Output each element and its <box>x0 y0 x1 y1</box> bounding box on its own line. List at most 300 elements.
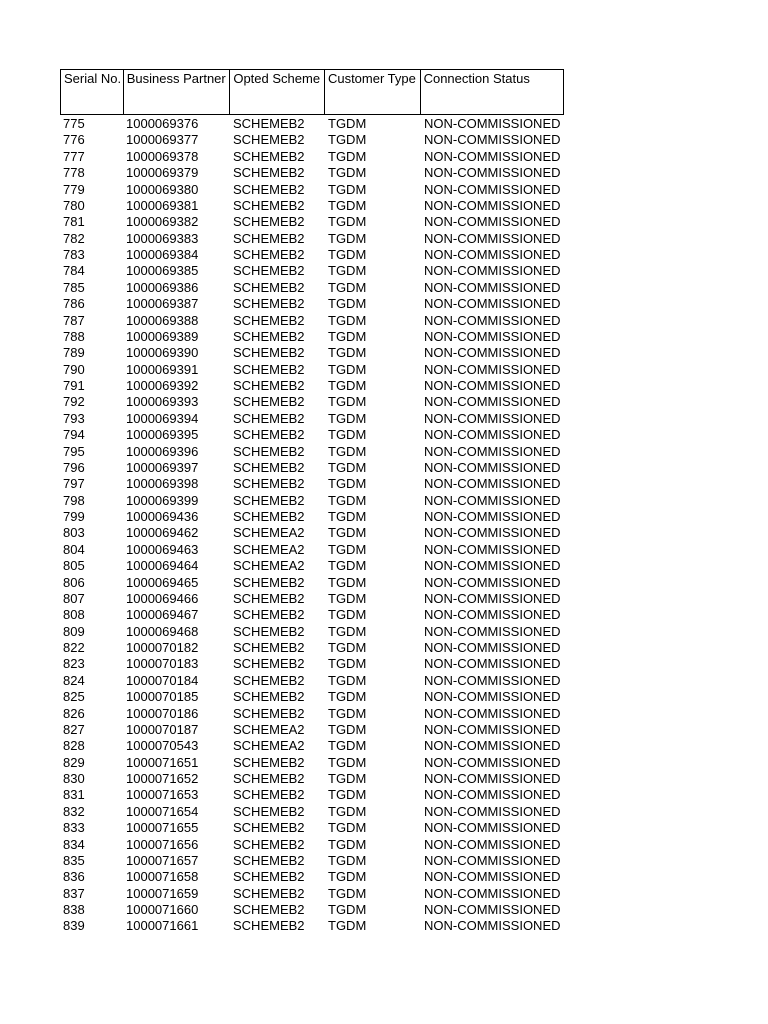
table-row <box>60 656 564 672</box>
table-row <box>60 182 564 198</box>
business-partner-cell: 1000070187 <box>126 721 199 737</box>
connection-status-cell: NON-COMMISSIONED <box>424 836 561 852</box>
opted-scheme-cell: SCHEMEB2 <box>233 509 305 524</box>
opted-scheme-cell: SCHEMEB2 <box>233 852 305 868</box>
table-row <box>60 313 564 329</box>
table-row <box>60 820 564 836</box>
opted-scheme-cell: SCHEMEB2 <box>233 165 305 181</box>
business-partner-cell: 1000069399 <box>126 492 199 508</box>
table-row <box>60 755 564 771</box>
serial-no-cell: 833 <box>63 820 85 836</box>
customer-type-cell: TGDM <box>328 574 367 590</box>
business-partner-cell: 1000069390 <box>126 345 199 361</box>
connection-status-cell: NON-COMMISSIONED <box>424 803 561 819</box>
table-row <box>60 493 564 509</box>
customer-type-cell: TGDM <box>328 672 367 688</box>
customer-type-cell: TGDM <box>328 640 367 655</box>
serial-no-cell: 782 <box>63 230 85 246</box>
serial-no-cell: 796 <box>63 459 85 475</box>
connection-status-cell: NON-COMMISSIONED <box>424 443 561 459</box>
table-header <box>60 69 564 115</box>
table-row <box>60 132 564 148</box>
customer-type-cell: TGDM <box>328 869 367 885</box>
business-partner-cell: 1000069462 <box>126 525 199 541</box>
opted-scheme-cell: SCHEMEB2 <box>233 476 305 492</box>
customer-type-cell: TGDM <box>328 328 367 344</box>
business-partner-cell: 1000069387 <box>126 296 199 312</box>
connection-status-cell: NON-COMMISSIONED <box>424 590 561 606</box>
business-partner-cell: 1000069384 <box>126 247 199 262</box>
serial-no-cell: 777 <box>63 148 85 164</box>
customer-type-cell: TGDM <box>328 181 367 197</box>
opted-scheme-cell: SCHEMEB2 <box>233 197 305 213</box>
business-partner-cell: 1000071654 <box>126 803 199 819</box>
table-row <box>60 411 564 427</box>
connection-status-cell: NON-COMMISSIONED <box>424 623 561 639</box>
business-partner-cell: 1000069396 <box>126 443 199 459</box>
opted-scheme-cell: SCHEMEB2 <box>233 803 305 819</box>
opted-scheme-cell: SCHEMEB2 <box>233 296 305 312</box>
customer-type-cell: TGDM <box>328 312 367 328</box>
customer-type-cell: TGDM <box>328 459 367 475</box>
opted-scheme-cell: SCHEMEB2 <box>233 394 305 410</box>
opted-scheme-cell: SCHEMEB2 <box>233 590 305 606</box>
connection-status-cell: NON-COMMISSIONED <box>424 165 561 181</box>
serial-no-cell: 789 <box>63 345 85 361</box>
table-row <box>60 591 564 607</box>
customer-type-cell: TGDM <box>328 394 367 410</box>
table-row <box>60 837 564 853</box>
customer-type-cell: TGDM <box>328 148 367 164</box>
serial-no-cell: 838 <box>63 902 85 917</box>
opted-scheme-cell: SCHEMEB2 <box>233 263 305 279</box>
table-row <box>60 263 564 279</box>
connection-status-cell: NON-COMMISSIONED <box>424 132 561 148</box>
connection-status-cell: NON-COMMISSIONED <box>424 771 561 786</box>
connection-status-cell: NON-COMMISSIONED <box>424 656 561 672</box>
serial-no-cell: 827 <box>63 721 85 737</box>
opted-scheme-cell: SCHEMEB2 <box>233 754 305 770</box>
table-row <box>60 165 564 181</box>
business-partner-cell: 1000070184 <box>126 672 199 688</box>
serial-no-cell: 809 <box>63 623 85 639</box>
table-row <box>60 427 564 443</box>
serial-no-cell: 787 <box>63 312 85 328</box>
business-partner-cell: 1000069393 <box>126 394 199 410</box>
connection-status-cell: NON-COMMISSIONED <box>424 787 561 803</box>
table-row <box>60 444 564 460</box>
connection-status-cell: NON-COMMISSIONED <box>424 197 561 213</box>
business-partner-cell: 1000069468 <box>126 623 199 639</box>
customer-type-cell: TGDM <box>328 247 367 262</box>
table-row <box>60 345 564 361</box>
customer-type-cell: TGDM <box>328 771 367 786</box>
connection-status-cell: NON-COMMISSIONED <box>424 296 561 312</box>
serial-no-cell: 780 <box>63 197 85 213</box>
serial-no-cell: 823 <box>63 656 85 672</box>
connection-status-cell: NON-COMMISSIONED <box>424 116 561 131</box>
business-partner-cell: 1000069392 <box>126 378 199 393</box>
table-row <box>60 296 564 312</box>
customer-type-cell: TGDM <box>328 165 367 181</box>
connection-status-cell: NON-COMMISSIONED <box>424 181 561 197</box>
customer-type-cell: TGDM <box>328 721 367 737</box>
table-row <box>60 673 564 689</box>
customer-type-cell: TGDM <box>328 132 367 148</box>
opted-scheme-cell: SCHEMEB2 <box>233 116 305 131</box>
serial-no-cell: 831 <box>63 787 85 803</box>
connection-status-cell: NON-COMMISSIONED <box>424 476 561 492</box>
connection-status-cell: NON-COMMISSIONED <box>424 148 561 164</box>
business-partner-cell: 1000070182 <box>126 640 199 655</box>
serial-no-cell: 822 <box>63 640 85 655</box>
serial-no-cell: 797 <box>63 476 85 492</box>
serial-no-cell: 803 <box>63 525 85 541</box>
opted-scheme-cell: SCHEMEB2 <box>233 279 305 295</box>
opted-scheme-cell: SCHEMEB2 <box>233 492 305 508</box>
opted-scheme-cell: SCHEMEB2 <box>233 410 305 426</box>
table-row <box>60 738 564 754</box>
customer-type-cell: TGDM <box>328 836 367 852</box>
serial-no-cell: 781 <box>63 214 85 230</box>
serial-no-cell: 778 <box>63 165 85 181</box>
connection-status-cell: NON-COMMISSIONED <box>424 427 561 443</box>
customer-type-cell: TGDM <box>328 590 367 606</box>
table-row <box>60 902 564 918</box>
business-partner-cell: 1000069397 <box>126 459 199 475</box>
connection-status-cell: NON-COMMISSIONED <box>424 345 561 361</box>
header-connection-status: Connection Status <box>423 71 530 86</box>
serial-no-cell: 784 <box>63 263 85 279</box>
table-row <box>60 329 564 345</box>
connection-status-cell: NON-COMMISSIONED <box>424 263 561 279</box>
opted-scheme-cell: SCHEMEB2 <box>233 427 305 443</box>
opted-scheme-cell: SCHEMEB2 <box>233 705 305 721</box>
business-partner-cell: 1000069378 <box>126 148 199 164</box>
table-body <box>60 116 564 935</box>
serial-no-cell: 806 <box>63 574 85 590</box>
opted-scheme-cell: SCHEMEB2 <box>233 672 305 688</box>
serial-no-cell: 834 <box>63 836 85 852</box>
table-row <box>60 247 564 263</box>
business-partner-cell: 1000069388 <box>126 312 199 328</box>
table-row <box>60 509 564 525</box>
business-partner-cell: 1000070186 <box>126 705 199 721</box>
business-partner-cell: 1000071661 <box>126 918 199 934</box>
customer-type-cell: TGDM <box>328 427 367 443</box>
connection-status-cell: NON-COMMISSIONED <box>424 754 561 770</box>
serial-no-cell: 830 <box>63 771 85 786</box>
opted-scheme-cell: SCHEMEB2 <box>233 771 305 786</box>
serial-no-cell: 825 <box>63 689 85 705</box>
serial-no-cell: 793 <box>63 410 85 426</box>
opted-scheme-cell: SCHEMEB2 <box>233 836 305 852</box>
connection-status-cell: NON-COMMISSIONED <box>424 459 561 475</box>
opted-scheme-cell: SCHEMEB2 <box>233 247 305 262</box>
opted-scheme-cell: SCHEMEB2 <box>233 181 305 197</box>
serial-no-cell: 783 <box>63 247 85 262</box>
serial-no-cell: 826 <box>63 705 85 721</box>
opted-scheme-cell: SCHEMEB2 <box>233 656 305 672</box>
serial-no-cell: 792 <box>63 394 85 410</box>
business-partner-cell: 1000069463 <box>126 541 199 557</box>
business-partner-cell: 1000069380 <box>126 181 199 197</box>
connection-status-cell: NON-COMMISSIONED <box>424 541 561 557</box>
serial-no-cell: 798 <box>63 492 85 508</box>
customer-type-cell: TGDM <box>328 558 367 574</box>
customer-type-cell: TGDM <box>328 509 367 524</box>
customer-type-cell: TGDM <box>328 787 367 803</box>
opted-scheme-cell: SCHEMEB2 <box>233 574 305 590</box>
table-row <box>60 853 564 869</box>
connection-status-cell: NON-COMMISSIONED <box>424 738 561 754</box>
customer-type-cell: TGDM <box>328 820 367 836</box>
opted-scheme-cell: SCHEMEB2 <box>233 132 305 148</box>
serial-no-cell: 785 <box>63 279 85 295</box>
serial-no-cell: 799 <box>63 509 85 524</box>
customer-type-cell: TGDM <box>328 443 367 459</box>
table-row <box>60 280 564 296</box>
business-partner-cell: 1000069377 <box>126 132 199 148</box>
serial-no-cell: 779 <box>63 181 85 197</box>
customer-type-cell: TGDM <box>328 378 367 393</box>
customer-type-cell: TGDM <box>328 492 367 508</box>
serial-no-cell: 804 <box>63 541 85 557</box>
table-row <box>60 722 564 738</box>
business-partner-cell: 1000071659 <box>126 885 199 901</box>
table-row <box>60 214 564 230</box>
customer-type-cell: TGDM <box>328 410 367 426</box>
connection-status-cell: NON-COMMISSIONED <box>424 869 561 885</box>
connection-status-cell: NON-COMMISSIONED <box>424 640 561 655</box>
header-opted-scheme: Opted Scheme <box>230 70 325 114</box>
header-business-partner: Business Partner <box>124 70 231 114</box>
opted-scheme-cell: SCHEMEB2 <box>233 885 305 901</box>
opted-scheme-cell: SCHEMEB2 <box>233 345 305 361</box>
connection-status-cell: NON-COMMISSIONED <box>424 885 561 901</box>
serial-no-cell: 829 <box>63 754 85 770</box>
connection-status-cell: NON-COMMISSIONED <box>424 378 561 393</box>
opted-scheme-cell: SCHEMEA2 <box>233 558 305 574</box>
business-partner-cell: 1000070185 <box>126 689 199 705</box>
table-row <box>60 640 564 656</box>
business-partner-cell: 1000069398 <box>126 476 199 492</box>
business-partner-cell: 1000071656 <box>126 836 199 852</box>
customer-type-cell: TGDM <box>328 803 367 819</box>
customer-type-cell: TGDM <box>328 689 367 705</box>
serial-no-cell: 824 <box>63 672 85 688</box>
connection-status-cell: NON-COMMISSIONED <box>424 558 561 574</box>
business-partner-cell: 1000069381 <box>126 197 199 213</box>
opted-scheme-cell: SCHEMEB2 <box>233 312 305 328</box>
table-row <box>60 918 564 934</box>
connection-status-cell: NON-COMMISSIONED <box>424 279 561 295</box>
customer-type-cell: TGDM <box>328 541 367 557</box>
business-partner-cell: 1000069395 <box>126 427 199 443</box>
table-row <box>60 607 564 623</box>
serial-no-cell: 836 <box>63 869 85 885</box>
business-partner-cell: 1000071657 <box>126 852 199 868</box>
opted-scheme-cell: SCHEMEB2 <box>233 230 305 246</box>
customer-type-cell: TGDM <box>328 754 367 770</box>
business-partner-cell: 1000069466 <box>126 590 199 606</box>
business-partner-cell: 1000069379 <box>126 165 199 181</box>
serial-no-cell: 786 <box>63 296 85 312</box>
customer-type-cell: TGDM <box>328 607 367 623</box>
connection-status-cell: NON-COMMISSIONED <box>424 820 561 836</box>
serial-no-cell: 835 <box>63 852 85 868</box>
serial-no-cell: 805 <box>63 558 85 574</box>
customer-type-cell: TGDM <box>328 885 367 901</box>
opted-scheme-cell: SCHEMEB2 <box>233 918 305 934</box>
opted-scheme-cell: SCHEMEB2 <box>233 328 305 344</box>
opted-scheme-cell: SCHEMEA2 <box>233 525 305 541</box>
opted-scheme-cell: SCHEMEB2 <box>233 459 305 475</box>
business-partner-cell: 1000069389 <box>126 328 199 344</box>
table-row <box>60 231 564 247</box>
connection-status-cell: NON-COMMISSIONED <box>424 525 561 541</box>
connection-status-cell: NON-COMMISSIONED <box>424 721 561 737</box>
connection-status-cell: NON-COMMISSIONED <box>424 214 561 230</box>
connection-status-cell: NON-COMMISSIONED <box>424 574 561 590</box>
connection-status-cell: NON-COMMISSIONED <box>424 247 561 262</box>
serial-no-cell: 776 <box>63 132 85 148</box>
table-row <box>60 624 564 640</box>
table-row <box>60 378 564 394</box>
business-partner-cell: 1000071652 <box>126 771 199 786</box>
table-row <box>60 394 564 410</box>
opted-scheme-cell: SCHEMEA2 <box>233 738 305 754</box>
customer-type-cell: TGDM <box>328 230 367 246</box>
table-row <box>60 869 564 885</box>
business-partner-cell: 1000069394 <box>126 410 199 426</box>
table-row <box>60 476 564 492</box>
business-partner-cell: 1000070183 <box>126 656 199 672</box>
business-partner-cell: 1000070543 <box>126 738 199 754</box>
opted-scheme-cell: SCHEMEB2 <box>233 902 305 917</box>
opted-scheme-cell: SCHEMEA2 <box>233 541 305 557</box>
connection-status-cell: NON-COMMISSIONED <box>424 918 561 934</box>
customer-type-cell: TGDM <box>328 296 367 312</box>
business-partner-cell: 1000071658 <box>126 869 199 885</box>
business-partner-cell: 1000071655 <box>126 820 199 836</box>
table-row <box>60 116 564 132</box>
opted-scheme-cell: SCHEMEB2 <box>233 607 305 623</box>
opted-scheme-cell: SCHEMEB2 <box>233 640 305 655</box>
opted-scheme-cell: SCHEMEA2 <box>233 721 305 737</box>
customer-type-cell: TGDM <box>328 738 367 754</box>
table-row <box>60 804 564 820</box>
header-customer-type: Customer Type <box>325 70 421 114</box>
table-row <box>60 149 564 165</box>
business-partner-cell: 1000069382 <box>126 214 199 230</box>
table-row <box>60 558 564 574</box>
opted-scheme-cell: SCHEMEB2 <box>233 443 305 459</box>
serial-no-cell: 775 <box>63 116 85 131</box>
opted-scheme-cell: SCHEMEB2 <box>233 820 305 836</box>
business-partner-cell: 1000069383 <box>126 230 199 246</box>
serial-no-cell: 795 <box>63 443 85 459</box>
connection-status-cell: NON-COMMISSIONED <box>424 394 561 410</box>
table-row <box>60 575 564 591</box>
opted-scheme-cell: SCHEMEB2 <box>233 214 305 230</box>
opted-scheme-cell: SCHEMEB2 <box>233 148 305 164</box>
customer-type-cell: TGDM <box>328 263 367 279</box>
customer-type-cell: TGDM <box>328 197 367 213</box>
opted-scheme-cell: SCHEMEB2 <box>233 869 305 885</box>
opted-scheme-cell: SCHEMEB2 <box>233 689 305 705</box>
business-partner-cell: 1000069391 <box>126 361 199 377</box>
opted-scheme-cell: SCHEMEB2 <box>233 378 305 393</box>
business-partner-cell: 1000069436 <box>126 509 199 524</box>
business-partner-cell: 1000069467 <box>126 607 199 623</box>
connection-status-cell: NON-COMMISSIONED <box>424 410 561 426</box>
business-partner-cell: 1000069465 <box>126 574 199 590</box>
connection-status-cell: NON-COMMISSIONED <box>424 361 561 377</box>
customer-type-cell: TGDM <box>328 918 367 934</box>
connection-status-cell: NON-COMMISSIONED <box>424 672 561 688</box>
customer-type-cell: TGDM <box>328 623 367 639</box>
serial-no-cell: 839 <box>63 918 85 934</box>
business-partner-cell: 1000069385 <box>126 263 199 279</box>
customer-type-cell: TGDM <box>328 525 367 541</box>
customer-type-cell: TGDM <box>328 116 367 131</box>
opted-scheme-cell: SCHEMEB2 <box>233 361 305 377</box>
customer-type-cell: TGDM <box>328 852 367 868</box>
table-row <box>60 689 564 705</box>
table-row <box>60 787 564 803</box>
connection-status-cell: NON-COMMISSIONED <box>424 902 561 917</box>
connection-status-cell: NON-COMMISSIONED <box>424 509 561 524</box>
connection-status-cell: NON-COMMISSIONED <box>424 705 561 721</box>
serial-no-cell: 828 <box>63 738 85 754</box>
serial-no-cell: 807 <box>63 590 85 606</box>
business-partner-cell: 1000069464 <box>126 558 199 574</box>
table-row <box>60 198 564 214</box>
table-row <box>60 460 564 476</box>
business-partner-cell: 1000069376 <box>126 116 199 131</box>
header-serial-no: Serial No. <box>61 70 124 114</box>
business-partner-cell: 1000071651 <box>126 754 199 770</box>
connection-status-cell: NON-COMMISSIONED <box>424 852 561 868</box>
data-table <box>60 69 564 935</box>
table-row <box>60 706 564 722</box>
connection-status-cell: NON-COMMISSIONED <box>424 312 561 328</box>
table-row <box>60 542 564 558</box>
connection-status-cell: NON-COMMISSIONED <box>424 689 561 705</box>
customer-type-cell: TGDM <box>328 279 367 295</box>
opted-scheme-cell: SCHEMEB2 <box>233 787 305 803</box>
customer-type-cell: TGDM <box>328 345 367 361</box>
table-row <box>60 886 564 902</box>
serial-no-cell: 832 <box>63 803 85 819</box>
business-partner-cell: 1000071660 <box>126 902 199 917</box>
connection-status-cell: NON-COMMISSIONED <box>424 328 561 344</box>
opted-scheme-cell: SCHEMEB2 <box>233 623 305 639</box>
table-row <box>60 525 564 541</box>
customer-type-cell: TGDM <box>328 902 367 917</box>
connection-status-cell: NON-COMMISSIONED <box>424 492 561 508</box>
serial-no-cell: 788 <box>63 328 85 344</box>
customer-type-cell: TGDM <box>328 361 367 377</box>
customer-type-cell: TGDM <box>328 656 367 672</box>
serial-no-cell: 790 <box>63 361 85 377</box>
business-partner-cell: 1000071653 <box>126 787 199 803</box>
serial-no-cell: 791 <box>63 378 85 393</box>
customer-type-cell: TGDM <box>328 214 367 230</box>
table-row <box>60 362 564 378</box>
serial-no-cell: 808 <box>63 607 85 623</box>
